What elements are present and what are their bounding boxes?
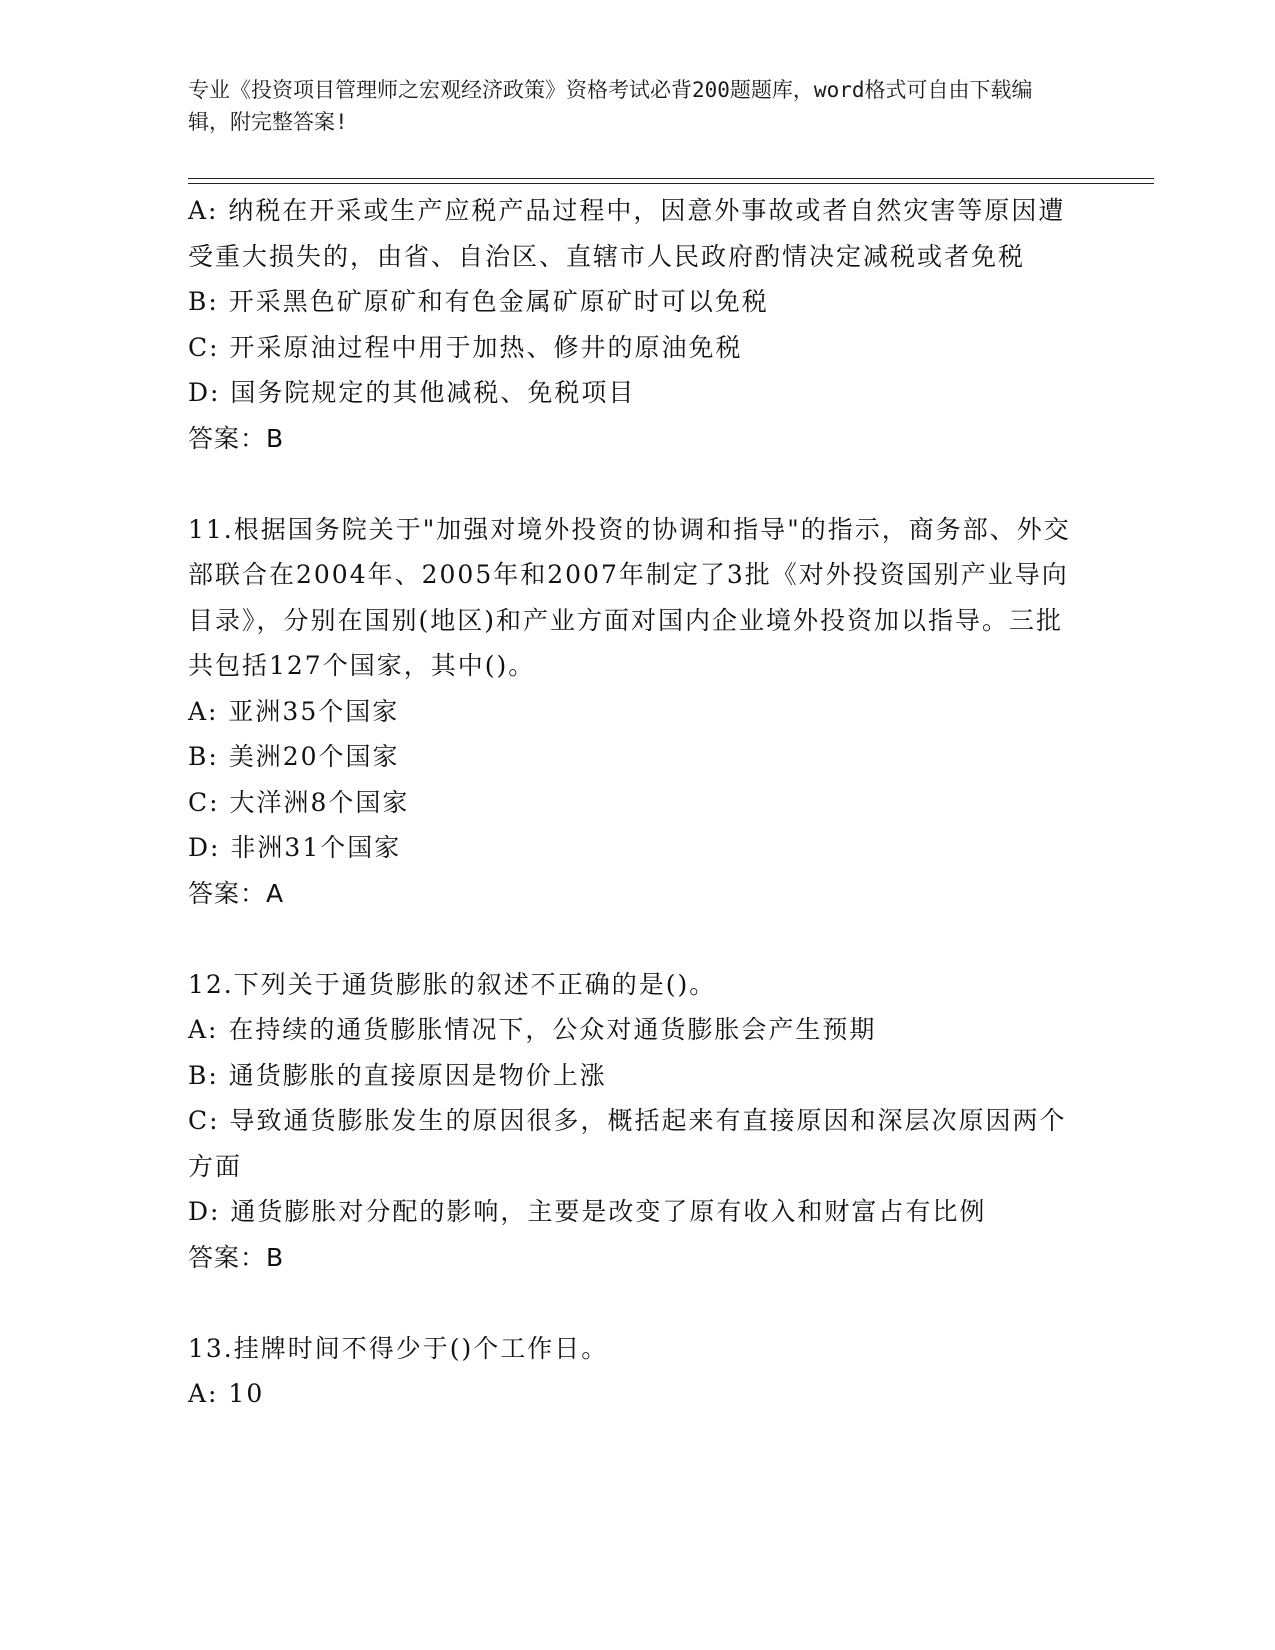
option-d: D: 国务院规定的其他减税、免税项目 xyxy=(188,378,636,407)
answer: 答案：A xyxy=(188,878,285,908)
question-text: 13.挂牌时间不得少于()个工作日。 xyxy=(188,1333,609,1363)
question-12 xyxy=(188,962,1078,1281)
option-b: B: 美洲20个国家 xyxy=(188,742,400,771)
question-text: 11.根据国务院关于"加强对境外投资的协调和指导"的指示，商务部、外交部联合在2004年、2005年和2007年制定了3批《对外投资国别产业导向目录》，分别在国别(地区)和产业方面对国内企业境外投资加以指导。三批共包括127个国家，其中()。 xyxy=(188,514,1071,680)
document-header: 专业《投资项目管理师之宏观经济政策》资格考试必背200题题库，word格式可自由下载编辑，附完整答案! xyxy=(188,78,1033,134)
spacer xyxy=(188,461,1078,507)
option-b: B: 通货膨胀的直接原因是物价上涨 xyxy=(188,1060,607,1090)
question-10 xyxy=(188,188,1078,461)
question-list xyxy=(188,188,1078,1417)
header-rule-bottom xyxy=(188,183,1154,184)
header-rule-top xyxy=(188,178,1154,179)
answer: 答案：B xyxy=(188,423,285,453)
option-c: C: 开采原油过程中用于加热、修井的原油免税 xyxy=(188,332,743,362)
option-a: A: 亚洲35个国家 xyxy=(188,696,400,726)
answer: 答案：B xyxy=(188,1242,285,1272)
option-d: D: 通货膨胀对分配的影响，主要是改变了原有收入和财富占有比例 xyxy=(188,1197,987,1226)
option-a: A: 在持续的通货膨胀情况下，公众对通货膨胀会产生预期 xyxy=(188,1015,877,1044)
question-text: 12.下列关于通货膨胀的叙述不正确的是()。 xyxy=(188,969,717,999)
option-a: A: 纳税在开采或生产应税产品过程中，因意外事故或者自然灾害等原因遭受重大损失的，由省、自治区、直辖市人民政府酌情决定减税或者免税 xyxy=(188,196,1066,271)
spacer xyxy=(188,1280,1078,1326)
question-13 xyxy=(188,1326,1078,1417)
question-11 xyxy=(188,507,1078,917)
option-d: D: 非洲31个国家 xyxy=(188,833,402,862)
option-c: C: 导致通货膨胀发生的原因很多，概括起来有直接原因和深层次原因两个方面 xyxy=(188,1106,1067,1181)
option-c: C: 大洋洲8个国家 xyxy=(188,787,410,817)
option-a: A: 10 xyxy=(188,1379,265,1408)
spacer xyxy=(188,916,1078,962)
option-b: B: 开采黑色矿原矿和有色金属矿原矿时可以免税 xyxy=(188,287,769,316)
